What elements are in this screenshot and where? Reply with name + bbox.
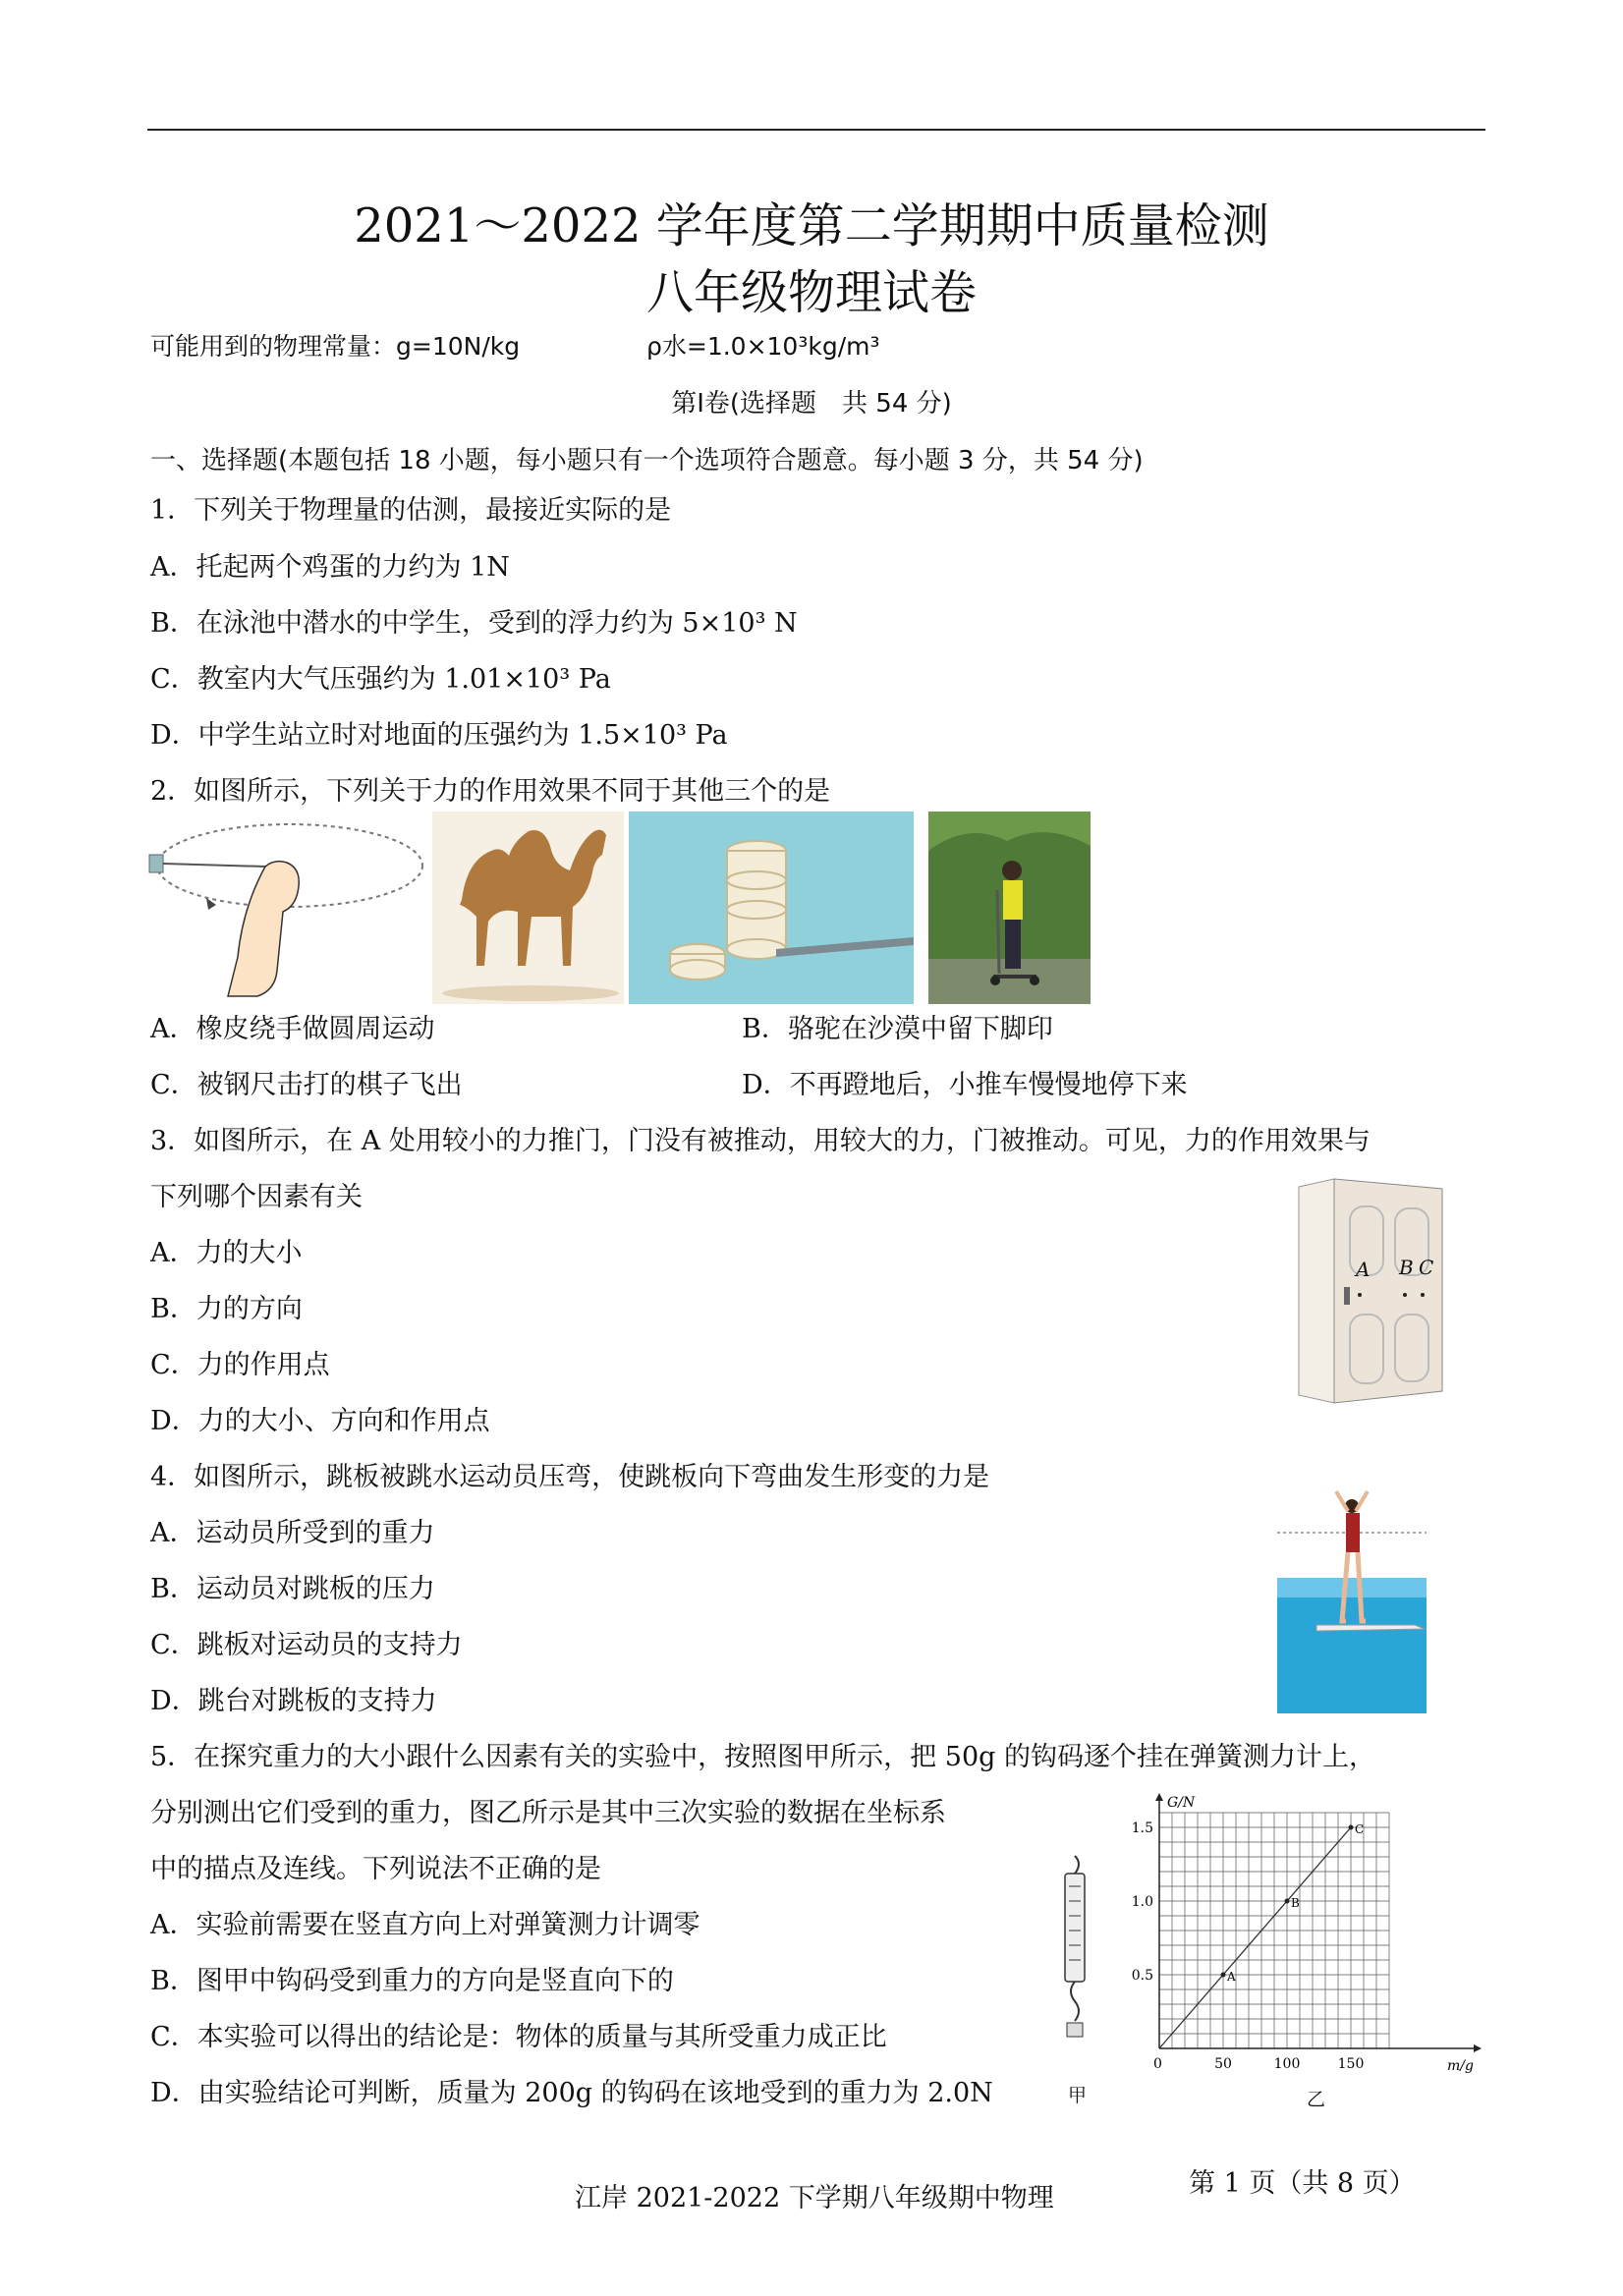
scooter-boy-figure xyxy=(928,812,1091,1004)
door-point-b: B xyxy=(1399,1256,1414,1279)
q5-stem-line2: 分别测出它们受到的重力，图乙所示是其中三次实验的数据在坐标系 xyxy=(150,1798,946,1828)
q3-option-b: B．力的方向 xyxy=(150,1294,303,1324)
q1-option-c: C．教室内大气压强约为 1.01×10³ Pa xyxy=(150,664,611,695)
eraser-circular-motion-figure xyxy=(147,812,427,998)
q1-option-d: D．中学生站立时对地面的压强约为 1.5×10³ Pa xyxy=(150,720,728,751)
footer-exam-name: 江岸 2021-2022 下学期八年级期中物理 xyxy=(575,2183,1054,2213)
y-tick-0.5: 0.5 xyxy=(1131,1968,1153,1984)
x-axis-arrow xyxy=(1474,2044,1482,2052)
data-point-label-b: B xyxy=(1291,1896,1300,1910)
diver-springboard-figure xyxy=(1277,1482,1427,1713)
q5-option-d: D．由实验结论可判断，质量为 200g 的钩码在该地受到的重力为 2.0N xyxy=(150,2078,993,2108)
constant-g: 可能用到的物理常量：g=10N/kg xyxy=(150,332,521,361)
spring-scale-figure xyxy=(1053,1852,1096,2048)
data-point-label-a: A xyxy=(1227,1970,1236,1984)
q4-option-d: D．跳台对跳板的支持力 xyxy=(150,1686,437,1716)
q3-option-c: C．力的作用点 xyxy=(150,1350,330,1380)
q5-stem-line3: 中的描点及连线。下列说法不正确的是 xyxy=(150,1854,601,1884)
figure-jia-caption: 甲 xyxy=(1068,2085,1088,2106)
header-rule xyxy=(147,129,1485,131)
q5-option-c: C．本实验可以得出的结论是：物体的质量与其所受重力成正比 xyxy=(150,2022,887,2052)
q5-option-a: A．实验前需要在竖直方向上对弹簧测力计调零 xyxy=(150,1910,700,1940)
weight-mass-graph xyxy=(1120,1793,1493,2117)
q2-option-a: A．橡皮绕手做圆周运动 xyxy=(150,1014,435,1044)
y-tick-1.0: 1.0 xyxy=(1131,1894,1153,1910)
data-point-b xyxy=(1285,1899,1290,1904)
q4-option-a: A．运动员所受到的重力 xyxy=(150,1518,435,1548)
constant-water-density: ρ水=1.0×10³kg/m³ xyxy=(646,332,880,361)
q1-option-b: B．在泳池中潜水的中学生，受到的浮力约为 5×10³ N xyxy=(150,608,798,639)
q1-option-a: A．托起两个鸡蛋的力约为 1N xyxy=(150,552,510,583)
y-axis-label: G/N xyxy=(1167,1795,1196,1811)
data-point-c xyxy=(1349,1825,1354,1830)
q3-stem-line2: 下列哪个因素有关 xyxy=(150,1182,363,1212)
physical-constants xyxy=(150,330,880,364)
figure-yi-caption: 乙 xyxy=(1307,2089,1326,2110)
y-axis-arrow xyxy=(1155,1793,1163,1801)
q5-stem-line1: 5．在探究重力的大小跟什么因素有关的实验中，按照图甲所示，把 50g 的钩码逐个挂在弹簧测力计上， xyxy=(150,1742,1375,1772)
fit-line xyxy=(1159,1827,1351,2048)
q2-stem: 2．如图所示，下列关于力的作用效果不同于其他三个的是 xyxy=(150,776,831,807)
door-figure xyxy=(1295,1177,1450,1408)
data-point-label-c: C xyxy=(1355,1822,1365,1836)
q5-option-b: B．图甲中钩码受到重力的方向是竖直向下的 xyxy=(150,1966,674,1996)
chess-pieces-struck-figure xyxy=(629,812,914,1004)
door-point-a: A xyxy=(1356,1258,1371,1281)
q1-stem: 1．下列关于物理量的估测，最接近实际的是 xyxy=(150,495,672,526)
x-tick-100: 100 xyxy=(1273,2056,1301,2072)
q2-option-b: B．骆驼在沙漠中留下脚印 xyxy=(742,1014,1053,1044)
data-point-a xyxy=(1221,1973,1226,1978)
x-axis-label: m/g xyxy=(1447,2058,1474,2074)
q2-option-c: C．被钢尺击打的棋子飞出 xyxy=(150,1070,463,1100)
section-title: 一、选择题(本题包括 18 小题，每小题只有一个选项符合题意。每小题 3 分，共 54 分) xyxy=(150,446,1144,476)
part-title: 第Ⅰ卷(选择题 共 54 分) xyxy=(671,389,952,419)
q2-option-d: D．不再蹬地后，小推车慢慢地停下来 xyxy=(742,1070,1188,1100)
y-tick-1.5: 1.5 xyxy=(1131,1820,1153,1836)
q4-option-b: B．运动员对跳板的压力 xyxy=(150,1574,435,1604)
q4-option-c: C．跳板对运动员的支持力 xyxy=(150,1630,463,1660)
x-tick-50: 50 xyxy=(1214,2056,1232,2072)
camel-footprints-figure xyxy=(432,812,624,1004)
q3-stem-line1: 3．如图所示，在 A 处用较小的力推门，门没有被推动，用较大的力，门被推动。可见，力的作用效果与 xyxy=(150,1126,1371,1156)
q3-option-a: A．力的大小 xyxy=(150,1238,303,1268)
origin-label: 0 xyxy=(1153,2056,1162,2072)
q4-stem: 4．如图所示，跳板被跳水运动员压弯，使跳板向下弯曲发生形变的力是 xyxy=(150,1462,990,1492)
door-point-c: C xyxy=(1419,1256,1434,1279)
exam-title: 2021～2022 学年度第二学期期中质量检测 xyxy=(354,198,1269,253)
weight-mass-graph-svg xyxy=(1120,1793,1493,2117)
q3-option-d: D．力的大小、方向和作用点 xyxy=(150,1406,490,1436)
x-tick-150: 150 xyxy=(1337,2056,1365,2072)
page-number: 第 1 页（共 8 页） xyxy=(1189,2168,1416,2199)
exam-subtitle: 八年级物理试卷 xyxy=(645,265,977,320)
